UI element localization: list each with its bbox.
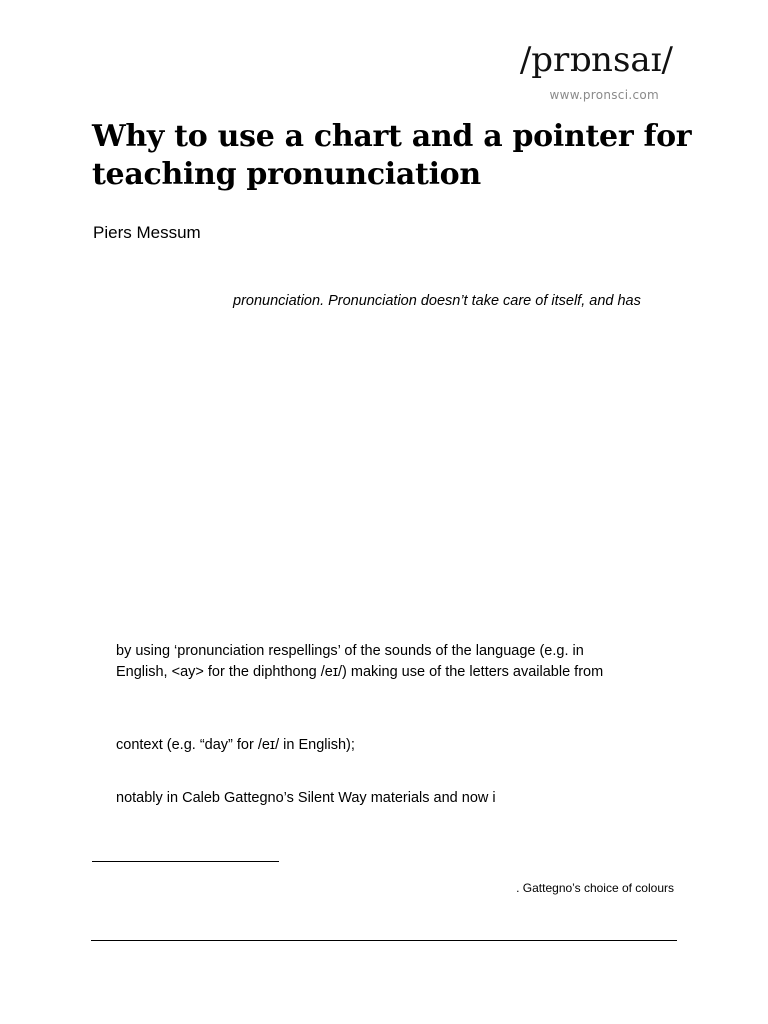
body-paragraph-2-line-1: by using ‘pronunciation respellings’ of the sounds of the language (e.g. in: [116, 643, 584, 659]
body-paragraph-1: pronunciation. Pronunciation doesn’t take care of itself, and has: [233, 293, 641, 309]
body-paragraph-2-line-2: English, <ay> for the diphthong /eɪ/) making use of the letters available from: [116, 664, 604, 680]
author-name: Piers Messum: [93, 223, 201, 242]
page-bottom-rule: [91, 940, 677, 941]
body-paragraph-4: notably in Caleb Gattegno’s Silent Way materials and now i: [116, 790, 496, 806]
website-url: www.pronsci.com: [549, 88, 659, 102]
footnote-text: . Gattegno’s choice of colours: [516, 881, 674, 895]
document-title: Why to use a chart and a pointer for teaching pronunciation: [92, 119, 692, 192]
body-paragraph-3: context (e.g. “day” for /eɪ/ in English);: [116, 737, 355, 753]
footnote-separator: [92, 861, 279, 862]
logo: /prɒnsaɪ/: [519, 40, 673, 80]
body-paragraph-2: [116, 641, 603, 683]
